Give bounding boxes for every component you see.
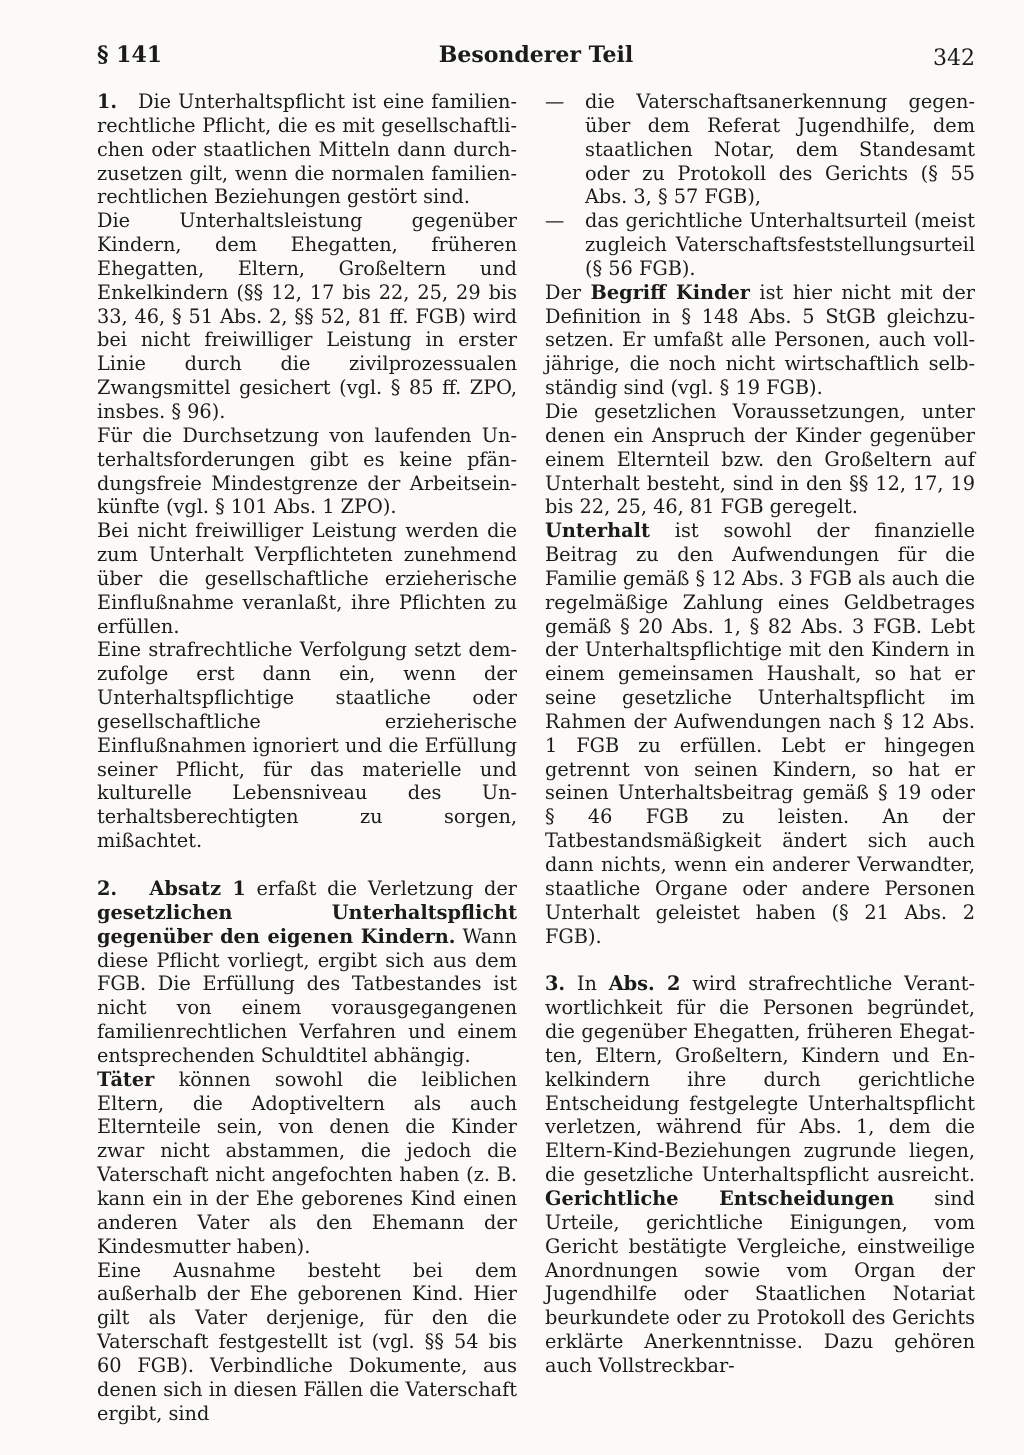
right-column <box>545 90 975 1378</box>
bold-term: Abs. 2 <box>608 972 681 996</box>
dash-list <box>545 90 975 281</box>
paragraph: Eine Ausnahme besteht bei dem außerhalb der Ehe geborenen Kind. Hier gilt als Vater derjenige, für den die Vaterschaft festgestellt ist (vgl. §§ 54 bis 60 FGB). Verbindliche Dokumente, aus denen sich in diesen Fällen die Vaterschaft ergibt, sind <box>97 1258 517 1425</box>
paragraph-text: ist sowohl der finanzielle Beitrag zu den Aufwendungen für die Familie gemäß § 12 Abs. 3 FGB als auch die regelmäßige Zahlung eines Geldbetrages gemäß § 20 Abs. 1, § 82 Abs. 3 FGB. Lebt der Unterhaltspflichtige mit den Kindern in einem gemeinsamen Haushalt, so hat er seine gesetzliche Unterhaltspflicht im Rahmen der Aufwendungen nach § 12 Abs. 1 FGB zu erfüllen. Lebt er hingegen getrennt von seinen Kindern, so hat er seinen Unterhaltsbeitrag gemäß § 19 oder § 46 FGB zu leisten. An der Tatbestandsmäßigkeit ändert sich auch dann nichts, wenn ein anderer Verwandter, staatliche Organe oder andere Personen Unterhalt geleistet haben (§ 21 Abs. 2 FGB). <box>545 519 975 948</box>
paragraph-text: erfaßt die Verletzung der <box>245 877 518 900</box>
paragraph-text: Wann diese Pflicht vorliegt, ergibt sich aus dem FGB. Die Erfüllung des Tatbestandes ist nicht von einem vorausgegangenen familienrechtlichen Verfahren und einem entsprechenden Schuldtitel abhängig. <box>97 924 517 1067</box>
paragraph: Eine strafrechtliche Verfolgung setzt demzufolge erst dann ein, wenn der Unterhaltspflichtige staatliche oder gesellschaftliche erzieherische Einflußnahmen ignoriert und die Erfüllung seiner Pflicht, für das materielle und kulturelle Lebensniveau des Unterhaltsberechtigten zu sorgen, mißachtet. <box>97 638 517 853</box>
paragraph-text: können sowohl die leiblichen Eltern, die Adoptiveltern als auch Elternteile sein, von denen die Kinder zwar nicht abstammen, die jedoch die Vaterschaft nicht angefochten haben (z. B. kann ein in der Ehe geborenes Kind einen anderen Vater als den Ehemann der Kindesmutter haben). <box>97 1067 517 1258</box>
paragraph <box>97 1068 517 1259</box>
paragraph-number: 3. <box>545 972 566 996</box>
paragraph <box>97 90 517 209</box>
paragraph: Für die Durchsetzung von laufenden Unterhaltsforderungen gibt es keine pfändungsfreie Mindestgrenze der Arbeitseinkünfte (vgl. § 101 Abs. 1 ZPO). <box>97 423 517 519</box>
bold-term: Absatz 1 <box>149 877 246 900</box>
list-item: — das gerichtliche Unterhaltsurteil (meist zugleich Vaterschaftsfeststellungsurteil (§ 56 FGB). <box>545 209 975 281</box>
paragraph <box>545 281 975 400</box>
page-header <box>97 42 975 82</box>
bold-term: Unterhalt <box>545 519 650 543</box>
paragraph-text: In <box>565 972 609 996</box>
section-number: § 141 <box>97 42 163 68</box>
paragraph <box>545 972 975 1377</box>
paragraph-text: Der <box>545 280 591 304</box>
paragraph <box>97 877 517 1068</box>
list-item: — die Vaterschaftsanerkennung gegenüber dem Referat Jugendhilfe, dem staatlichen Notar, dem Standesamt oder zu Protokoll des Gerichts (§ 55 Abs. 3, § 57 FGB), <box>545 90 975 209</box>
page-number: 342 <box>933 46 975 71</box>
left-column <box>97 90 517 1425</box>
paragraph-text: wird strafrechtliche Verantwortlichkeit für die Personen begründet, die gegenüber Ehegatten, früheren Ehegatten, Eltern, Großeltern, Kindern und Enkelkindern ihre durch gerichtliche Entscheidung festgelegte Unterhaltspflicht verletzen, während für Abs. 1, dem die Eltern-Kind-Beziehungen zugrunde liegen, die gesetzliche Unterhaltspflicht ausreicht. <box>545 972 976 1187</box>
paragraph-text: ist hier nicht mit der Definition in § 148 Abs. 5 StGB gleichzusetzen. Er umfaßt alle Personen, auch volljährige, die noch nicht wirtschaftlich selbständig sind (vgl. § 19 FGB). <box>545 280 976 400</box>
bold-term: gesetzlichen Unterhaltspflicht gegenüber den eigenen Kindern. <box>97 900 517 948</box>
bold-term: Gerichtliche Entscheidungen <box>545 1186 895 1210</box>
paragraph-text: Die Unterhaltspflicht ist eine familienrechtliche Pflicht, die es mit gesellschaftlichen oder staatlichen Mitteln dann durchzusetzen gilt, wenn die normalen familienrechtlichen Beziehungen gestört sind. <box>97 90 517 209</box>
paragraph-number: 1. <box>97 90 118 113</box>
paragraph: Die Unterhaltsleistung gegenüber Kindern, dem Ehegatten, früheren Ehegatten, Eltern, Großeltern und Enkelkindern (§§ 12, 17 bis 22, 25, 29 bis 33, 46, § 51 Abs. 2, §§ 52, 81 ff. FGB) wird bei nicht freiwilliger Leistung in erster Linie durch die zivilprozessualen Zwangsmittel gesichert (vgl. § 85 ff. ZPO, insbes. § 96). <box>97 209 517 423</box>
paragraph: Bei nicht freiwilliger Leistung werden die zum Unterhalt Verpflichteten zunehmend über die gesellschaftliche erzieherische Einflußnahme veranlaßt, ihre Pflichten zu erfüllen. <box>97 519 517 638</box>
bold-term: Täter <box>97 1067 155 1091</box>
page-title: Besonderer Teil <box>438 42 634 68</box>
paragraph <box>545 519 975 948</box>
paragraph: Die gesetzlichen Voraussetzungen, unter denen ein Anspruch der Kinder gegenüber einem Elternteil bzw. den Großeltern auf Unterhalt besteht, sind in den §§ 12, 17, 19 bis 22, 25, 46, 81 FGB geregelt. <box>545 399 975 519</box>
paragraph-text: sind Urteile, gerichtliche Einigungen, vom Gericht bestätigte Vergleiche, einstweilige Anordnungen sowie vom Organ der Jugendhilfe oder Staatlichen Notariat beurkundete oder zu Protokoll des Gerichts erklärte Anerkenntnisse. Dazu gehören auch Vollstreckbar- <box>545 1186 975 1377</box>
paragraph-number: 2. <box>97 877 118 900</box>
bold-term: Begriff Kinder <box>590 280 750 304</box>
